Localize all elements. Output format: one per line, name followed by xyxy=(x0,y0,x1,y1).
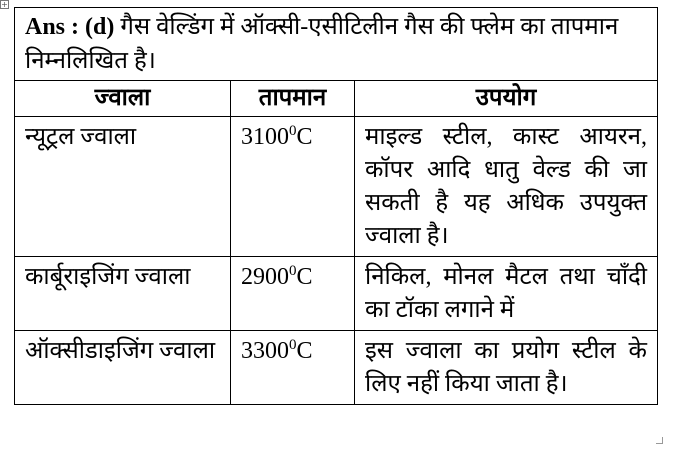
flame-use: माइल्ड स्टील, कास्ट आयरन, कॉपर आदि धातु वेल्ड की जा सकती है यह अधिक उपयुक्त ज्वाला है। xyxy=(355,117,658,257)
answer-label: Ans : (d) xyxy=(25,14,115,40)
temperature-unit: C xyxy=(296,124,313,150)
flame-temperature-table xyxy=(14,7,658,405)
temperature-unit: C xyxy=(296,338,313,364)
temperature-value xyxy=(231,257,355,331)
header-temperature: तापमान xyxy=(231,81,355,117)
table-row xyxy=(15,331,658,405)
flame-name: कार्बूराइजिंग ज्वाला xyxy=(15,257,231,331)
intro-row xyxy=(15,8,658,81)
temperature-value xyxy=(231,117,355,257)
header-flame: ज्वाला xyxy=(15,81,231,117)
temperature-number: 2900 xyxy=(241,264,289,290)
flame-name: न्यूट्रल ज्वाला xyxy=(15,117,231,257)
temperature-number: 3300 xyxy=(241,338,289,364)
degree-superscript: 0 xyxy=(289,123,297,139)
temperature-number: 3100 xyxy=(241,124,289,150)
intro-cell xyxy=(15,8,658,81)
intro-text: गैस वेल्डिंग में ऑक्सी-एसीटिलीन गैस की फ्लेम का तापमान निम्नलिखित है। xyxy=(25,14,619,74)
header-row xyxy=(15,81,658,117)
table-resize-handle[interactable] xyxy=(656,437,663,444)
header-use: उपयोग xyxy=(355,81,658,117)
degree-superscript: 0 xyxy=(289,337,297,353)
flame-use: इस ज्वाला का प्रयोग स्टील के लिए नहीं किया जाता है। xyxy=(355,331,658,405)
flame-name: ऑक्सीडाइजिंग ज्वाला xyxy=(15,331,231,405)
table-row xyxy=(15,257,658,331)
degree-superscript: 0 xyxy=(289,263,297,279)
temperature-unit: C xyxy=(296,264,313,290)
table-move-handle-icon[interactable]: + xyxy=(1,0,8,9)
temperature-value xyxy=(231,331,355,405)
flame-use: निकिल, मोनल मैटल तथा चाँदी का टॉका लगाने में xyxy=(355,257,658,331)
table-row xyxy=(15,117,658,257)
